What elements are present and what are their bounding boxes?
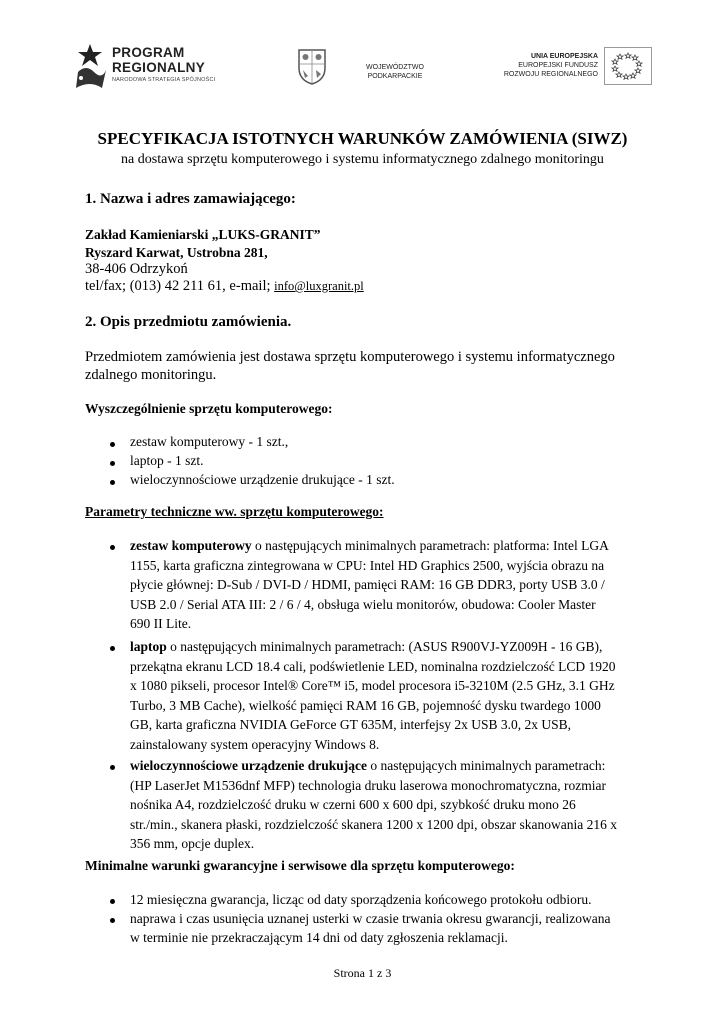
param2-line: przekątna ekranu LCD 18.4 cali, podświetlenie LED, nominalna rozdzielczość LCD 1920	[130, 658, 616, 674]
warranty-item	[130, 909, 675, 947]
param2-line: Turbo, 3 MB Cache), wielkość pamięci RAM 16 GB, pojemność dysku twardego 1000	[130, 697, 601, 713]
param3-line: str./min., skanera płaski, rozdzielczość skanera 1200 x 1200 dpi, obszar skanowania 216 x	[130, 816, 617, 832]
email-link[interactable]: info@luxgranit.pl	[274, 279, 364, 293]
eu-line2: EUROPEJSKI FUNDUSZ	[518, 62, 598, 69]
company-contact	[85, 277, 364, 296]
eu-line1: UNIA EUROPEJSKA	[530, 53, 598, 60]
company-city: 38-406 Odrzykoń	[85, 261, 188, 277]
warranty-line: w terminie nie przekraczającym 14 dni od daty zgłoszenia reklamacji.	[130, 930, 508, 945]
list-item: zestaw komputerowy - 1 szt.,	[130, 434, 289, 449]
bullet-icon	[110, 545, 115, 550]
intro-line1: Przedmiotem zamówienia jest dostawa sprzętu komputerowego i systemu informatycznego	[85, 349, 615, 365]
program-line1: PROGRAM	[112, 45, 185, 60]
region-line1: WOJEWÓDZTWO	[366, 64, 424, 71]
intro-line2: zdalnego monitoringu.	[85, 367, 217, 383]
company-name: Zakład Kamieniarski „LUKS-GRANIT”	[85, 227, 321, 242]
program-logo-icon	[72, 42, 108, 90]
list-item: wieloczynnościowe urządzenie drukujące - 1 szt.	[130, 472, 395, 487]
document-title: SPECYFIKACJA ISTOTNYCH WARUNKÓW ZAMÓWIENIA (SIWZ)	[97, 129, 628, 148]
param2-line: zainstalowany system operacyjny Windows 8.	[130, 736, 380, 752]
eu-line3: ROZWOJU REGIONALNEGO	[503, 71, 598, 78]
program-regionalny-logo	[72, 42, 222, 92]
params-heading: Parametry techniczne ww. sprzętu komputerowego:	[85, 504, 384, 519]
param-computer-set	[130, 536, 675, 634]
param1-line: o następujących minimalnych parametrach: platforma: Intel LGA	[251, 538, 609, 553]
param3-bold: wieloczynnościowe urządzenie drukujące	[130, 758, 367, 773]
contact-phone: tel/fax; (013) 42 211 61, e-mail;	[85, 278, 275, 294]
warranty-line: naprawa i czas usunięcia uznanej usterki w czasie trwania okresu gwarancji, realizowana	[130, 911, 611, 926]
section1-heading: 1. Nazwa i adres zamawiającego:	[85, 191, 296, 207]
bullet-icon	[110, 480, 115, 485]
param3-line: nośnika A4, rozdzielczość druku w czerni 600 x 600 dpi, szybkość druku mono 26	[130, 797, 576, 813]
param2-bold: laptop	[130, 639, 167, 654]
region-line2: PODKARPACKIE	[367, 73, 423, 80]
param3-line: 356 mm, opcje duplex.	[130, 836, 255, 852]
company-owner: Ryszard Karwat, Ustrobna 281,	[85, 245, 268, 260]
param1-line: USB 2.0 / Serial ATA III: 2 / 6 / 4, obsługa wielu monitorów, obudowa: Cooler Master	[130, 596, 596, 612]
eu-flag-icon	[604, 47, 652, 85]
param-printer	[130, 756, 675, 854]
warranty-heading: Minimalne warunki gwarancyjne i serwisowe dla sprzętu komputerowego:	[85, 858, 515, 873]
equipment-list-heading: Wyszczególnienie sprzętu komputerowego:	[85, 401, 333, 416]
param1-bold: zestaw komputerowy	[130, 538, 252, 553]
voivodeship-crest-icon	[297, 46, 327, 86]
bullet-icon	[110, 461, 115, 466]
param2-line: GB, karta graficzna NVIDIA GeForce GT 635M, interfejsy 2x USB 3.0, 2x USB,	[130, 717, 572, 733]
bullet-icon	[110, 646, 115, 651]
bullet-icon	[110, 765, 115, 770]
warranty-item: 12 miesięczna gwarancja, licząc od daty sporządzenia końcowego protokołu odbioru.	[130, 892, 592, 907]
param1-line: 690 II Lite.	[130, 616, 192, 632]
bullet-icon	[110, 442, 115, 447]
document-subtitle: na dostawa sprzętu komputerowego i systemu informatycznego zdalnego monitoringu	[121, 152, 604, 167]
program-line2: REGIONALNY	[112, 60, 206, 75]
bullet-icon	[110, 918, 115, 923]
list-item: laptop - 1 szt.	[130, 453, 204, 468]
program-line3: NARODOWA STRATEGIA SPÓJNOŚCI	[112, 77, 216, 83]
bullet-icon	[110, 899, 115, 904]
section2-heading: 2. Opis przedmiotu zamówienia.	[85, 314, 292, 330]
region-name	[355, 63, 435, 81]
param3-line: o następujących minimalnych parametrach:	[366, 758, 606, 773]
page-number: Strona 1 z 3	[333, 966, 392, 980]
eu-fund-text	[480, 52, 598, 79]
param1-line: 1155, karta graficzna zintegrowana w CPU: Intel HD Graphics 2500, wyjścia obrazu na	[130, 557, 605, 573]
param2-line: o następujących minimalnych parametrach: (ASUS R900VJ-YZ009H - 16 GB),	[166, 639, 603, 654]
param1-line: płycie głównej: D-Sub / DVI-D / HDMI, pamięci RAM: 16 GB DDR3, porty USB 3.0 /	[130, 577, 605, 593]
param3-line: (HP LaserJet M1536dnf MFP) technologia druku laserowa monochromatyczna, rozmiar	[130, 777, 607, 793]
param2-line: x 1080 pikseli, procesor Intel® Core™ i5, model procesora i5-3210M (2.5 GHz, 3.1 GHz	[130, 678, 615, 694]
param-laptop	[130, 637, 675, 755]
